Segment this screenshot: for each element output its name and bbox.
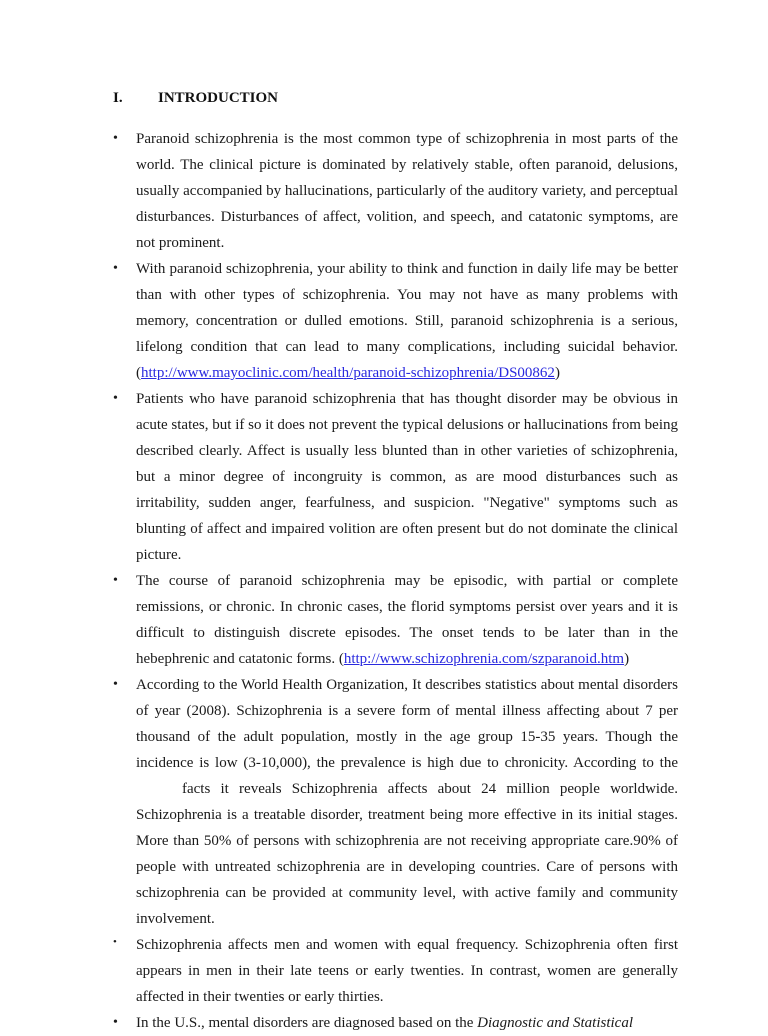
bullet-icon: •: [113, 573, 118, 588]
paragraph-text: With paranoid schizophrenia, your ability to think and function in daily life may be better than with other types of schizophrenia. You may not have as many problems with memory, concentration or dulled emotions. Still, paranoid schizophrenia is a serious, lifelong condition that can lead to many complications, including suicidal behavior.: [136, 261, 678, 355]
mayoclinic-link[interactable]: http://www.mayoclinic.com/health/paranoid-schizophrenia/DS00862: [141, 365, 555, 381]
paragraph-text: Paranoid schizophrenia is the most common type of schizophrenia in most parts of the world. The clinical picture is dominated by relatively stable, often paranoid, delusions, usually accompanied by hallucinations, particularly of the auditory variety, and perceptual disturbances. Disturbances of affect, volition, and speech, and catatonic symptoms, are not prominent.: [136, 131, 678, 251]
list-item: [113, 1010, 678, 1036]
bullet-icon: •: [113, 391, 118, 406]
list-item: [113, 672, 678, 932]
bullet-icon: •: [113, 261, 118, 276]
paragraph-text: Schizophrenia affects men and women with equal frequency. Schizophrenia often first appears in men in their late teens or early twenties. In contrast, women are generally affected in their twenties or early thirties.: [136, 937, 678, 1005]
list-item: [113, 568, 678, 672]
italic-title: Diagnostic and Statistical: [477, 1015, 634, 1031]
paragraph-text: The course of paranoid schizophrenia may be episodic, with partial or complete remissions, or chronic. In chronic cases, the florid symptoms persist over years and it is difficult to distinguish discrete episodes. The onset tends to be later than in the hebephrenic and catatonic forms.: [136, 573, 678, 667]
paragraph-text-part1: According to the World Health Organization, It describes statistics about mental disorders of year (2008). Schizophrenia is a severe form of mental illness affecting about 7 per thousand of the adult population, mostly in the age group 15-35 years. Though the incidence is low (3-10,000), the prevalence is high due to chronicity. According to the: [136, 677, 678, 771]
section-title: INTRODUCTION: [158, 90, 279, 106]
paragraph-text-facts: facts it reveals Schizophrenia affects about 24 million people worldwide.: [182, 781, 678, 797]
section-heading: [113, 89, 278, 107]
schizophrenia-com-link[interactable]: http://www.schizophrenia.com/szparanoid.htm: [343, 651, 625, 667]
bullet-icon: •: [113, 677, 118, 692]
paragraph-text-part2: [136, 776, 678, 802]
section-number: I.: [113, 90, 123, 106]
list-item: [113, 126, 678, 256]
paragraph-text: Patients who have paranoid schizophrenia that has thought disorder may be obvious in acute states, but if so it does not prevent the typical delusions or hallucinations from being described clearly. Affect is usually less blunted than in other varieties of schizophrenia, but a minor degree of incongruity is common, as are mood disturbances such as irritability, sudden anger, fearfulness, and suspicion. "Negative" symptoms such as blunting of affect and impaired volition are often present but do not dominate the clinical picture.: [136, 391, 678, 563]
bullet-list: [113, 126, 678, 1036]
link-close-paren: ): [624, 651, 630, 667]
bullet-icon: •: [113, 131, 118, 146]
link-close-paren: ): [554, 365, 560, 381]
paragraph-text-part3: Schizophrenia is a treatable disorder, treatment being more effective in its initial stages. More than 50% of persons with schizophrenia are not receiving appropriate care.90% of people with untreated schizophrenia are in developing countries. Care of persons with schizophrenia can be provided at community level, with active family and community involvement.: [136, 807, 678, 927]
bullet-icon: •: [113, 1015, 118, 1030]
paragraph-text: In the U.S., mental disorders are diagnosed based on the: [136, 1015, 478, 1031]
bullet-icon: •: [113, 936, 117, 948]
list-item: [113, 386, 678, 568]
link-open-paren: (: [136, 365, 141, 381]
link-open-paren: (: [335, 651, 344, 667]
list-item: [113, 932, 678, 1010]
list-item: [113, 256, 678, 386]
